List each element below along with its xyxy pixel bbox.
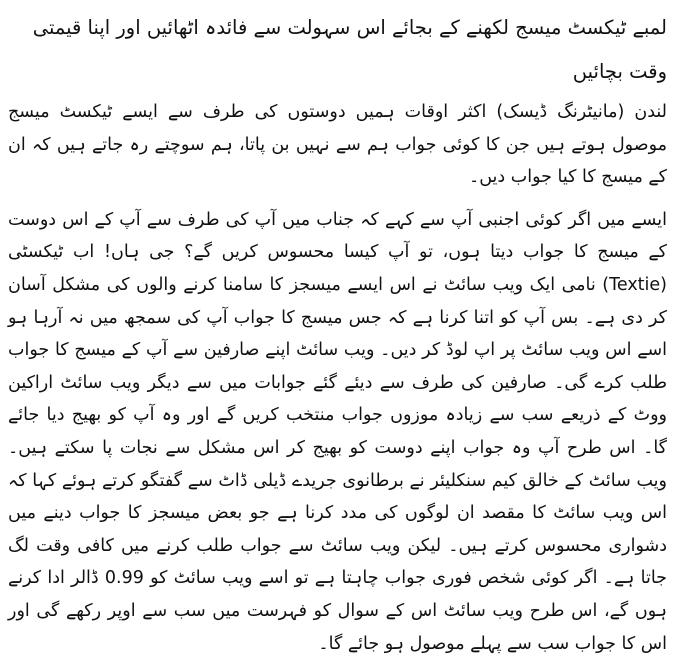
article-paragraph-body: ایسے میں اگر کوئی اجنبی آپ سے کہے کہ جناب میں آپ کی طرف سے آپ کے اس دوست کے میسج کا جواب دیتا ہوں، تو آپ کیسا محسوس کریں گے؟ جی ہاں! اب ٹیکسٹی (Textie) نامی ایک ویب سائٹ نے اس ایسے میسجز کا سامنا کرنے والوں کی مشکل آسان کر دی ہے۔ بس آپ کو اتنا کرنا ہے کہ جس میسج کا جواب آپ کی سمجھ میں نہ آرہا ہو اسے اس ویب سائٹ پر اپ لوڈ کر دیں۔ ویب سائٹ اپنے صارفین سے آپ کے میسج کا جواب طلب کرے گی۔ صارفین کی طرف سے دیئے گئے جوابات میں سے دیگر ویب سائٹ اراکین ووٹ کے ذریعے سب سے زیادہ موزوں جواب منتخب کریں گے اور وہ آپ کو بھیج دیا جائے گا۔ اس طرح آپ وہ جواب اپنے دوست کو بھیج کر اس مشکل سے نجات پا سکتے ہیں۔ ویب سائٹ کے خالق کیم سنکلیئر نے برطانوی جریدے ڈیلی ڈاٹ سے گفتگو کرتے ہوئے کہا کہ اس ویب سائٹ کا مقصد ان لوگوں کی مدد کرنا ہے جو بعض میسجز کا جواب دینے میں دشواری محسوس کرتے ہیں۔ لیکن ویب سائٹ سے جواب طلب کرنے میں کافی وقت لگ جاتا ہے۔ اگر کوئی شخص فوری جواب چاہتا ہے تو اسے ویب سائٹ کو 0.99 ڈالر ادا کرنے ہوں گے، اس طرح ویب سائٹ اس کے سوال کو فہرست میں سب سے اوپر رکھے گی اور اس کا جواب سب سے پہلے موصول ہو جائے گا۔: [8, 209, 667, 654]
article-paragraph-intro: لندن (مانیٹرنگ ڈیسک) اکثر اوقات ہمیں دوستوں کی طرف سے ایسے ٹیکسٹ میسج موصول ہوتے ہیں جن کا کوئی جواب ہم سے نہیں بن پاتا، ہم سوچتے رہ جاتے ہیں کہ ان کے میسج کا کیا جواب دیں۔: [8, 102, 667, 188]
article-headline: لمبے ٹیکسٹ میسج لکھنے کے بجائے اس سہولت سے فائدہ اٹھائیں اور اپنا قیمتی وقت بچائیں: [32, 16, 667, 83]
